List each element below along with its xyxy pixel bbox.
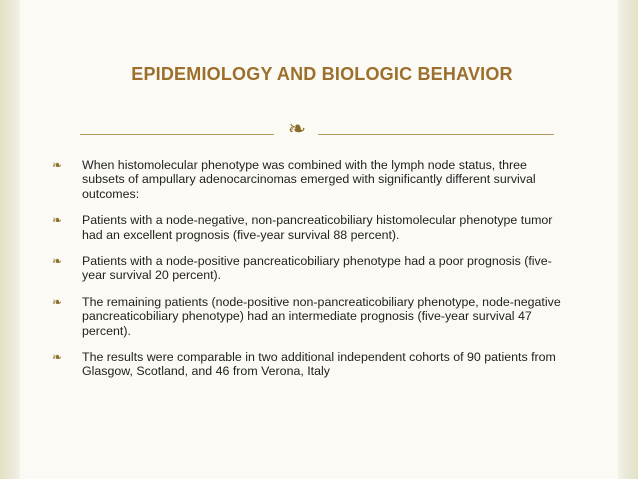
- fleuron-ornament-icon: ❧: [287, 117, 307, 142]
- title-divider-right: [318, 134, 554, 135]
- bullet-text: When histomolecular phenotype was combined with the lymph node status, three subsets of ampullary adenocarcinomas emerged with significantly different survival outcomes:: [82, 158, 536, 201]
- slide-title: EPIDEMIOLOGY AND BIOLOGIC BEHAVIOR: [131, 64, 513, 84]
- fleuron-bullet-icon: ❧: [52, 254, 63, 269]
- bullet-text: Patients with a node-negative, non-pancreaticobiliary histomolecular phenotype tumor had an excellent prognosis (five-year survival 88 percent).: [82, 213, 553, 242]
- bullet-text: The results were comparable in two additional independent cohorts of 90 patients from Glasgow, Scotland, and 46 from Verona, Italy: [82, 350, 556, 379]
- bullet-item: [52, 158, 572, 201]
- bullet-list: [52, 158, 572, 391]
- fleuron-bullet-icon: ❧: [52, 294, 63, 309]
- bullet-text: The remaining patients (node-positive non-pancreaticobiliary phenotype, node-negative pancreaticobiliary phenotype) had an intermediate prognosis (five-year survival 47 percent).: [82, 294, 561, 338]
- fleuron-bullet-icon: ❧: [52, 213, 63, 228]
- bullet-item: [52, 350, 572, 379]
- fleuron-bullet-icon: ❧: [52, 158, 63, 172]
- bullet-item: [52, 295, 572, 338]
- fleuron-bullet-icon: ❧: [52, 350, 63, 365]
- title-divider-left: [80, 134, 274, 135]
- bullet-text: Patients with a node-positive pancreaticobiliary phenotype had a poor prognosis (five-year survival 20 percent).: [82, 254, 552, 283]
- bullet-item: [52, 254, 572, 283]
- bullet-item: [52, 213, 572, 242]
